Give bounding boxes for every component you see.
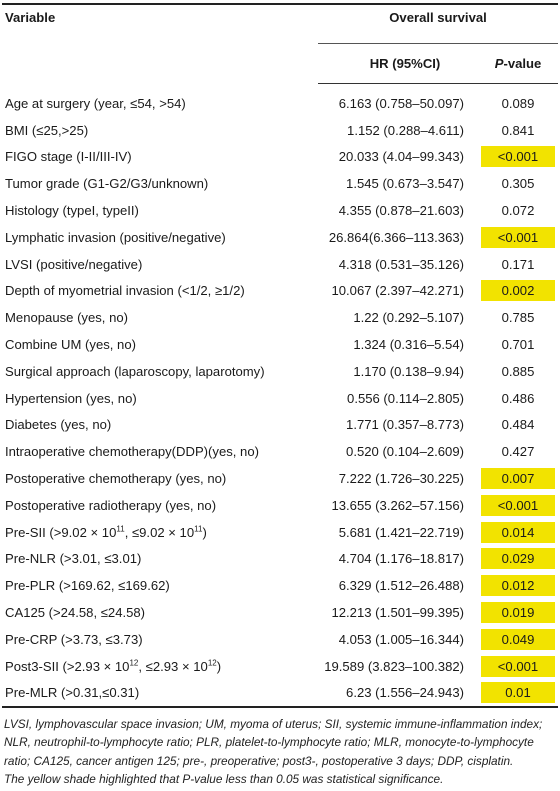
- table-footnote: [4, 715, 556, 788]
- significant-p-value: 0.019: [481, 602, 555, 623]
- p-value-cell: [478, 492, 558, 519]
- p-value-cell: [478, 331, 558, 358]
- table-body: [2, 84, 558, 708]
- hr-cell: 7.222 (1.726–30.225): [338, 471, 464, 487]
- hr-cell: 12.213 (1.501–99.395): [331, 605, 464, 621]
- p-value: 0.484: [501, 417, 535, 433]
- hr-cell: 1.22 (0.292–5.107): [353, 310, 464, 326]
- survival-table: [2, 3, 558, 708]
- table-row: [2, 251, 558, 278]
- variable-cell: Pre-NLR (>3.01, ≤3.01): [5, 551, 142, 567]
- p-value-cell: [478, 626, 558, 653]
- table-row: [2, 197, 558, 224]
- hr-cell: 6.23 (1.556–24.943): [318, 680, 478, 708]
- variable-cell: Pre-SII ($>9.02 \times 10^{11}$, $\le 9.02 \times 10^{11}$): [5, 524, 207, 540]
- p-value-cell: [478, 519, 558, 546]
- p-value: 0.427: [501, 444, 535, 460]
- hr-cell: 6.329 (1.512–26.488): [338, 578, 464, 594]
- p-value-cell: [478, 385, 558, 412]
- p-value: 0.171: [501, 256, 535, 272]
- table-row: [2, 278, 558, 305]
- table-row: [2, 331, 558, 358]
- significant-p-value: 0.014: [481, 522, 555, 543]
- variable-cell: Postoperative radiotherapy (yes, no): [5, 497, 217, 513]
- p-value-cell: [478, 572, 558, 599]
- p-value-cell: [478, 144, 558, 171]
- variable-cell: Post3-SII ($>2.93 \times 10^{12}$, $\le 2.93 \times 10^{12}$): [5, 658, 222, 674]
- table-row: [2, 438, 558, 465]
- p-value: 0.486: [501, 390, 535, 406]
- hr-cell: 1.170 (0.138–9.94): [353, 363, 464, 379]
- p-value-cell: [478, 224, 558, 251]
- hr-cell: 1.324 (0.316–5.54): [353, 337, 464, 353]
- table-row: [2, 412, 558, 439]
- table-row: [2, 358, 558, 385]
- variable-cell: Tumor grade (G1-G2/G3/unknown): [5, 176, 209, 192]
- hr-cell: 4.053 (1.005–16.344): [338, 631, 464, 647]
- hr-cell: 10.067 (2.397–42.271): [331, 283, 464, 299]
- p-value-cell: [478, 84, 558, 117]
- hr-cell: 26.864(6.366–113.363): [328, 229, 464, 245]
- p-value-cell: [478, 117, 558, 144]
- table-row: [2, 680, 558, 708]
- variable-cell: BMI (≤25,>25): [5, 122, 89, 138]
- table-row: [2, 385, 558, 412]
- hr-cell: 1.771 (0.357–8.773): [346, 417, 464, 433]
- table-row: [2, 599, 558, 626]
- p-value-cell: [478, 358, 558, 385]
- significant-p-value: 0.01: [481, 682, 555, 703]
- p-value-cell: [478, 304, 558, 331]
- table-row: [2, 653, 558, 680]
- variable-cell: Menopause (yes, no): [5, 310, 129, 326]
- hr-cell: 0.520 (0.104–2.609): [346, 444, 464, 460]
- hr-cell: 13.655 (3.262–57.156): [331, 497, 464, 513]
- variable-cell: Postoperative chemotherapy (yes, no): [5, 471, 227, 487]
- table-row: [2, 117, 558, 144]
- variable-cell: Combine UM (yes, no): [5, 337, 136, 353]
- significant-p-value: <0.001: [481, 227, 555, 248]
- significant-p-value: <0.001: [481, 656, 555, 677]
- significant-p-value: 0.002: [481, 280, 555, 301]
- p-value: 0.785: [501, 310, 535, 326]
- hr-cell: 1.152 (0.288–4.611): [347, 122, 464, 138]
- significant-p-value: 0.029: [481, 548, 555, 569]
- p-value-cell: [478, 599, 558, 626]
- significance-note: The yellow shade highlighted that P-value less than 0.05 was statistical significance.: [4, 771, 444, 786]
- table-row: [2, 492, 558, 519]
- significant-p-value: <0.001: [481, 146, 555, 167]
- variable-cell: Lymphatic invasion (positive/negative): [5, 229, 226, 245]
- hr-header: HR (95%CI): [318, 44, 478, 84]
- variable-cell: Diabetes (yes, no): [5, 417, 112, 433]
- p-value-cell: [478, 278, 558, 305]
- variable-cell: Intraoperative chemotherapy(DDP)(yes, no): [5, 444, 259, 460]
- overall-survival-header: Overall survival: [318, 4, 558, 44]
- significant-p-value: 0.007: [481, 468, 555, 489]
- variable-cell: LVSI (positive/negative): [5, 256, 143, 272]
- p-value: 0.841: [501, 122, 535, 138]
- p-value-cell: [478, 546, 558, 573]
- hr-cell: 1.545 (0.673–3.547): [346, 176, 464, 192]
- table-row: [2, 546, 558, 573]
- table-figure: [0, 3, 560, 791]
- table-row: [2, 84, 558, 117]
- abbreviations-note: LVSI, lymphovascular space invasion; UM, myoma of uterus; SII, systemic immune-inflammation index; NLR, neutrophil-to-lymphocyte ratio; PLR, platelet-to-lymphocyte ratio; MLR, monocyte-to-lymphocyte ratio; CA125, cancer antigen 125; pre-, preoperative; post3-, postoperative 3 days; DDP, cisplatin.: [4, 717, 543, 768]
- variable-cell: Hypertension (yes, no): [5, 390, 137, 406]
- hr-cell: 0.556 (0.114–2.805): [347, 390, 464, 406]
- p-value: 0.089: [501, 95, 535, 111]
- p-value-cell: [478, 653, 558, 680]
- table-row: [2, 572, 558, 599]
- p-value: 0.305: [501, 176, 535, 192]
- p-value: 0.885: [501, 363, 535, 379]
- hr-cell: 4.318 (0.531–35.126): [338, 256, 464, 272]
- table-row: [2, 519, 558, 546]
- variable-cell: Age at surgery (year, ≤54, >54): [5, 95, 186, 111]
- p-value-cell: [478, 170, 558, 197]
- hr-cell: 6.163 (0.758–50.097): [338, 95, 464, 111]
- hr-cell: 5.681 (1.421–22.719): [338, 524, 464, 540]
- variable-cell: FIGO stage (I-II/III-IV): [5, 149, 132, 165]
- variable-cell: Pre-PLR (>169.62, ≤169.62): [5, 578, 170, 594]
- variable-cell: CA125 (>24.58, ≤24.58): [5, 605, 146, 621]
- variable-cell: Depth of myometrial invasion (<1/2, ≥1/2): [5, 283, 245, 299]
- p-value-cell: [478, 251, 558, 278]
- hr-cell: 19.589 (3.823–100.382): [324, 658, 464, 674]
- p-value-header: P-value: [478, 44, 558, 84]
- hr-cell: 4.355 (0.878–21.603): [338, 203, 464, 219]
- hr-cell: 20.033 (4.04–99.343): [338, 149, 464, 165]
- p-value: 0.701: [501, 337, 535, 353]
- table-row: [2, 144, 558, 171]
- table-row: [2, 224, 558, 251]
- p-value-cell: [478, 438, 558, 465]
- variable-cell: Histology (typeI, typeII): [5, 203, 139, 219]
- variable-cell: Pre-CRP (>3.73, ≤3.73): [5, 631, 143, 647]
- table-row: [2, 170, 558, 197]
- p-value-cell: [478, 412, 558, 439]
- p-value: 0.072: [501, 203, 535, 219]
- p-value-cell: [478, 680, 558, 708]
- variable-cell: Pre-MLR (>0.31,≤0.31): [2, 680, 318, 708]
- table-row: [2, 304, 558, 331]
- table-row: [2, 465, 558, 492]
- significant-p-value: 0.049: [481, 629, 555, 650]
- variable-cell: Surgical approach (laparoscopy, laparotomy): [5, 363, 265, 379]
- significant-p-value: 0.012: [481, 575, 555, 596]
- hr-cell: 4.704 (1.176–18.817): [338, 551, 464, 567]
- p-value-cell: [478, 465, 558, 492]
- table-row: [2, 626, 558, 653]
- variable-header: Variable: [2, 4, 318, 84]
- p-value-cell: [478, 197, 558, 224]
- significant-p-value: <0.001: [481, 495, 555, 516]
